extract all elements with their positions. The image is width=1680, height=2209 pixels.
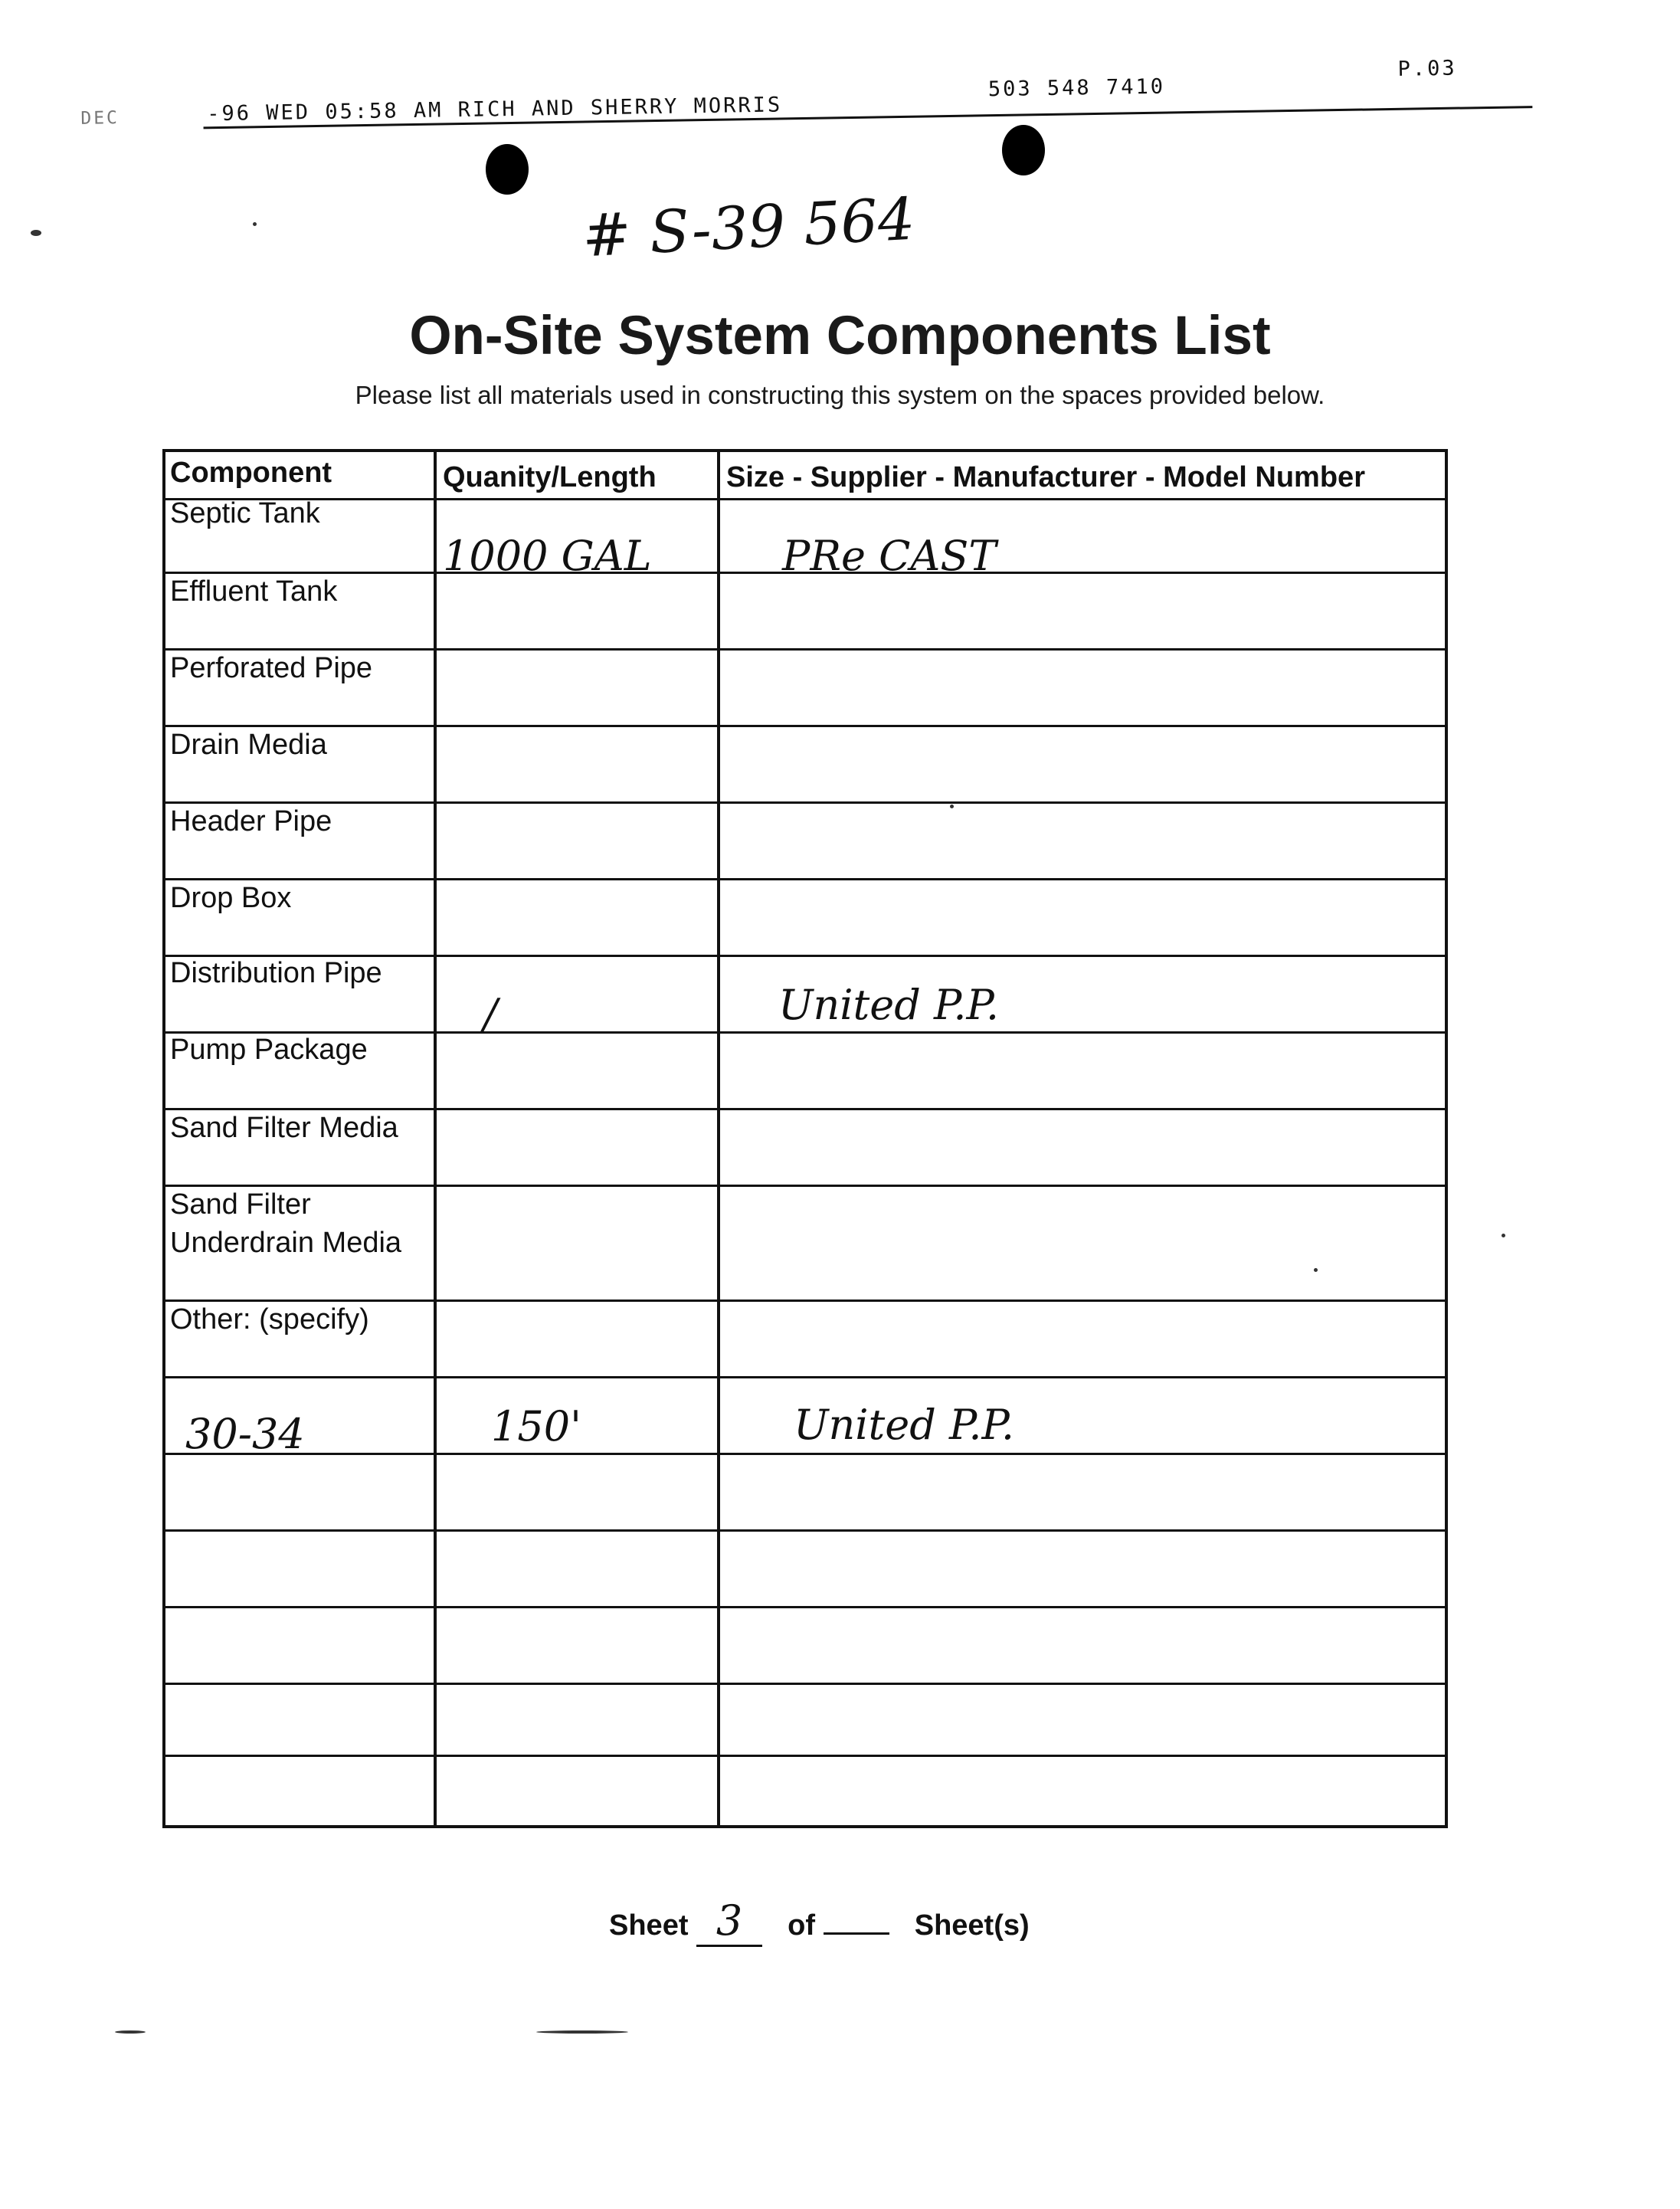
- row-divider: [165, 498, 1445, 500]
- form-title: On-Site System Components List: [409, 306, 1271, 366]
- septic-supplier-handwritten: PRe CAST: [782, 532, 997, 580]
- row-divider: [165, 1185, 1445, 1187]
- label-septic-tank: Septic Tank: [170, 497, 320, 529]
- distribution-supplier-handwritten: United P.P.: [778, 981, 1000, 1029]
- row-divider: [165, 1606, 1445, 1608]
- total-sheets-field: [824, 1932, 889, 1935]
- extra-component-handwritten: 30-34: [185, 1410, 305, 1458]
- fax-header: [73, 55, 1541, 129]
- label-effluent-tank: Effluent Tank: [170, 575, 338, 608]
- sheet-number-handwritten: 3: [716, 1896, 743, 1945]
- scan-speck: [253, 222, 257, 226]
- label-other-specify: Other: (specify): [170, 1303, 369, 1336]
- header-supplier: Size - Supplier - Manufacturer - Model Number: [726, 461, 1365, 493]
- punch-hole: [1002, 125, 1045, 175]
- components-table: [162, 449, 1448, 1828]
- column-divider: [717, 452, 720, 1825]
- extra-quantity-handwritten: 150': [491, 1402, 581, 1450]
- row-divider: [165, 1453, 1445, 1455]
- fax-page-number: P.03: [1397, 56, 1457, 81]
- form-instructions: Please list all materials used in constructing this system on the spaces provided below.: [355, 381, 1325, 409]
- sheet-count-footer: [609, 1896, 1030, 1947]
- punch-hole: [486, 144, 529, 195]
- row-divider: [165, 801, 1445, 804]
- sheet-label: Sheet: [609, 1909, 689, 1942]
- header-quantity: Quanity/Length: [443, 461, 657, 493]
- sheets-label: Sheet(s): [914, 1909, 1030, 1942]
- header-component: Component: [170, 457, 332, 489]
- septic-quantity-handwritten: 1000 GAL: [443, 532, 652, 580]
- label-drop-box: Drop Box: [170, 882, 292, 914]
- row-divider: [165, 1529, 1445, 1532]
- label-distribution-pipe: Distribution Pipe: [170, 957, 382, 989]
- row-divider: [165, 878, 1445, 880]
- label-perforated-pipe: Perforated Pipe: [170, 652, 373, 684]
- scan-speck: [1314, 1268, 1318, 1272]
- scan-speck: [950, 805, 954, 808]
- label-sand-filter-media: Sand Filter Media: [170, 1112, 398, 1144]
- scan-speck: [115, 2030, 146, 2034]
- row-divider: [165, 1376, 1445, 1378]
- scan-speck: [31, 230, 41, 236]
- label-sand-filter: Sand Filter: [170, 1188, 311, 1221]
- row-divider: [165, 725, 1445, 727]
- row-divider: [165, 1683, 1445, 1685]
- label-underdrain-media: Underdrain Media: [170, 1227, 402, 1259]
- extra-supplier-handwritten: United P.P.: [794, 1401, 1015, 1449]
- distribution-quantity-handwritten: /: [483, 990, 498, 1038]
- column-divider: [434, 452, 437, 1825]
- of-label: of: [788, 1909, 816, 1942]
- fax-date-fragment: DEC: [80, 108, 120, 129]
- label-pump-package: Pump Package: [170, 1034, 368, 1066]
- scan-speck: [536, 2030, 628, 2034]
- label-drain-media: Drain Media: [170, 729, 327, 761]
- fax-phone-number: 503 548 7410: [987, 74, 1166, 102]
- handwritten-case-number: # S-39 564: [580, 184, 917, 270]
- label-header-pipe: Header Pipe: [170, 805, 332, 837]
- row-divider: [165, 1755, 1445, 1757]
- scan-speck: [1502, 1234, 1505, 1237]
- fax-header-line: -96 WED 05:58 AM RICH AND SHERRY MORRIS: [207, 93, 783, 126]
- sheet-number-field: [696, 1896, 762, 1947]
